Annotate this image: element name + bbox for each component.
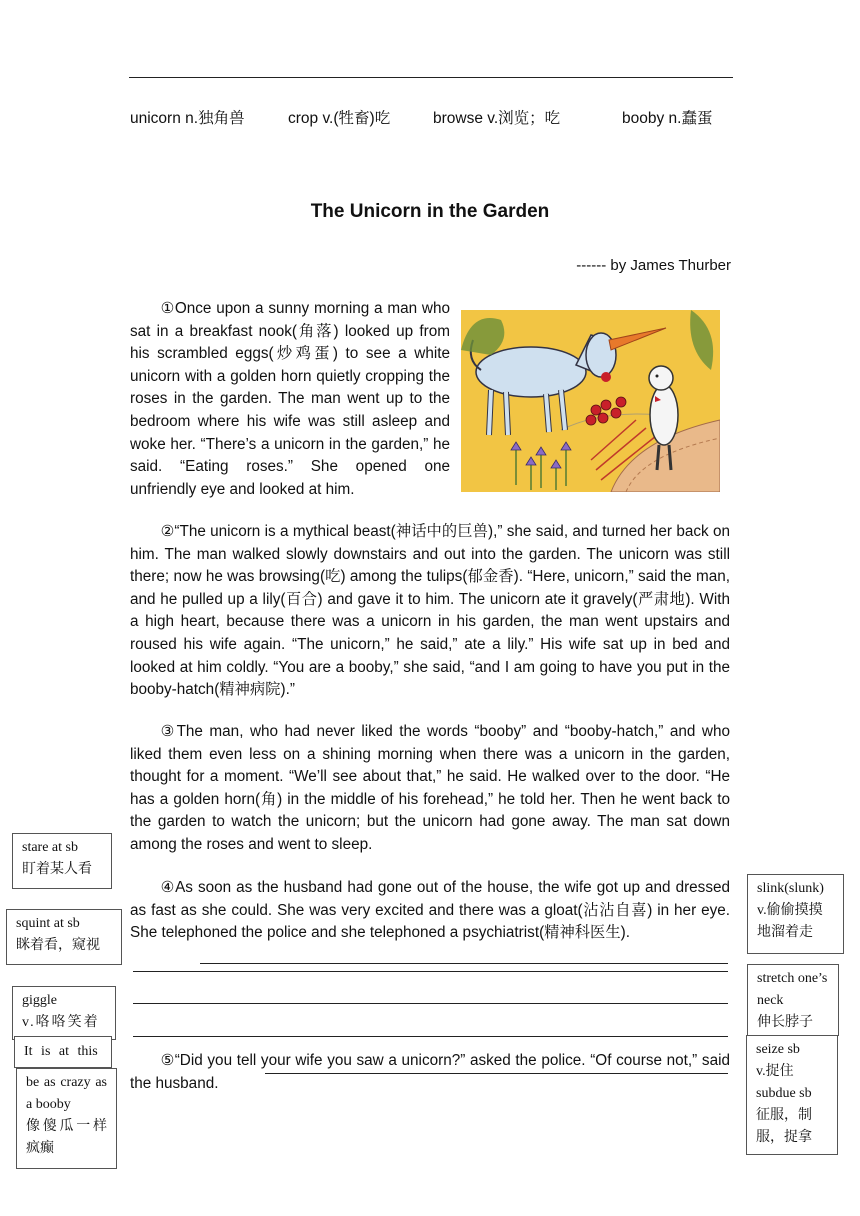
paragraph-5: ⑤“Did you tell your wife you saw a unicorn?” asked the police. “Of course not,” said the husband.: [130, 1052, 730, 1092]
paragraph-2: ②“The unicorn is a mythical beast(神话中的巨兽),” she said, and turned her back on him. The man walked slowly downstairs and out into the garden. The unicorn was still there; now he was browsing(吃) among the tulips(郁金香). “Here, unicorn,” said the man, and he pulled up a lily(百合) and gave it to him. The unicorn ate it gravely(严肃地). With a high heart, because there was a unicorn in his garden, the man went upstairs and roused his wife again. “The unicorn,” he said,” ate a lily.” His wife sat up in bed and looked at him coldly. “You are a booby,” she said, “and I am going to have you put in the booby-hatch(精神病院).”: [130, 523, 730, 699]
answer-line-4[interactable]: [133, 1036, 728, 1037]
note-be-as-crazy: be as crazy as a booby 像傻瓜一样疯癫: [16, 1068, 117, 1169]
answer-line-2[interactable]: [133, 971, 728, 972]
answer-line-1[interactable]: [200, 963, 728, 964]
note-slink: slink(slunk) v.偷偷摸摸地溜着走: [747, 874, 844, 954]
note-giggle: giggle v.咯咯笑着: [12, 986, 116, 1040]
note-stretch-neck: stretch one’s neck 伸长脖子: [747, 964, 839, 1036]
note-stare-at-sb: stare at sb 盯着某人看: [12, 833, 112, 889]
note-it-is-at-this: It is at this: [14, 1036, 112, 1068]
paragraph-4: ④As soon as the husband had gone out of the house, the wife got up and dressed as fast as she could. She was very excited and there was a gloat(沾沾自喜) in her eye. She telephoned the police and she telephoned a psychiatrist(精神科医生).: [130, 879, 730, 942]
paragraph-1: ①Once upon a sunny morning a man who sat in a breakfast nook(角落) looked up from his scrambled eggs(炒鸡蛋) to see a white unicorn with a golden horn quietly cropping the roses in the garden. The man went up to the bedroom where his wife was still asleep and woke her. “There’s a unicorn in the garden,” he said. “Eating roses.” She opened one unfriendly eye and looked at him.: [130, 300, 450, 498]
answer-line-5[interactable]: [265, 1073, 728, 1074]
vocab-booby: booby n.蠢蛋: [622, 110, 713, 127]
vocab-crop: crop v.(牲畜)吃: [288, 110, 391, 127]
byline: ------ by James Thurber: [576, 257, 731, 274]
paragraph-3: ③The man, who had never liked the words “booby” and “booby-hatch,” and who liked them even less on a shining morning when there was a unicorn in the garden, thought for a moment. “We’ll see about that,” he said. He walked over to the door. “He has a golden horn(角) in the middle of his forehead,” he told her. Then he went back to the garden to watch the unicorn; but the unicorn had gone away. The man sat down among the roses and went to sleep.: [130, 723, 730, 853]
page-title: The Unicorn in the Garden: [310, 201, 550, 222]
unicorn-illustration: [461, 310, 720, 492]
answer-line-3[interactable]: [133, 1003, 728, 1004]
header-rule: [129, 77, 733, 78]
note-seize-sb: seize sb v.捉住 subdue sb 征服，制服，捉拿: [746, 1035, 838, 1155]
note-squint-at-sb: squint at sb 眯着看，窥视: [6, 909, 122, 965]
vocab-browse: browse v.浏览；吃: [433, 110, 561, 127]
vocab-unicorn: unicorn n.独角兽: [130, 110, 245, 127]
